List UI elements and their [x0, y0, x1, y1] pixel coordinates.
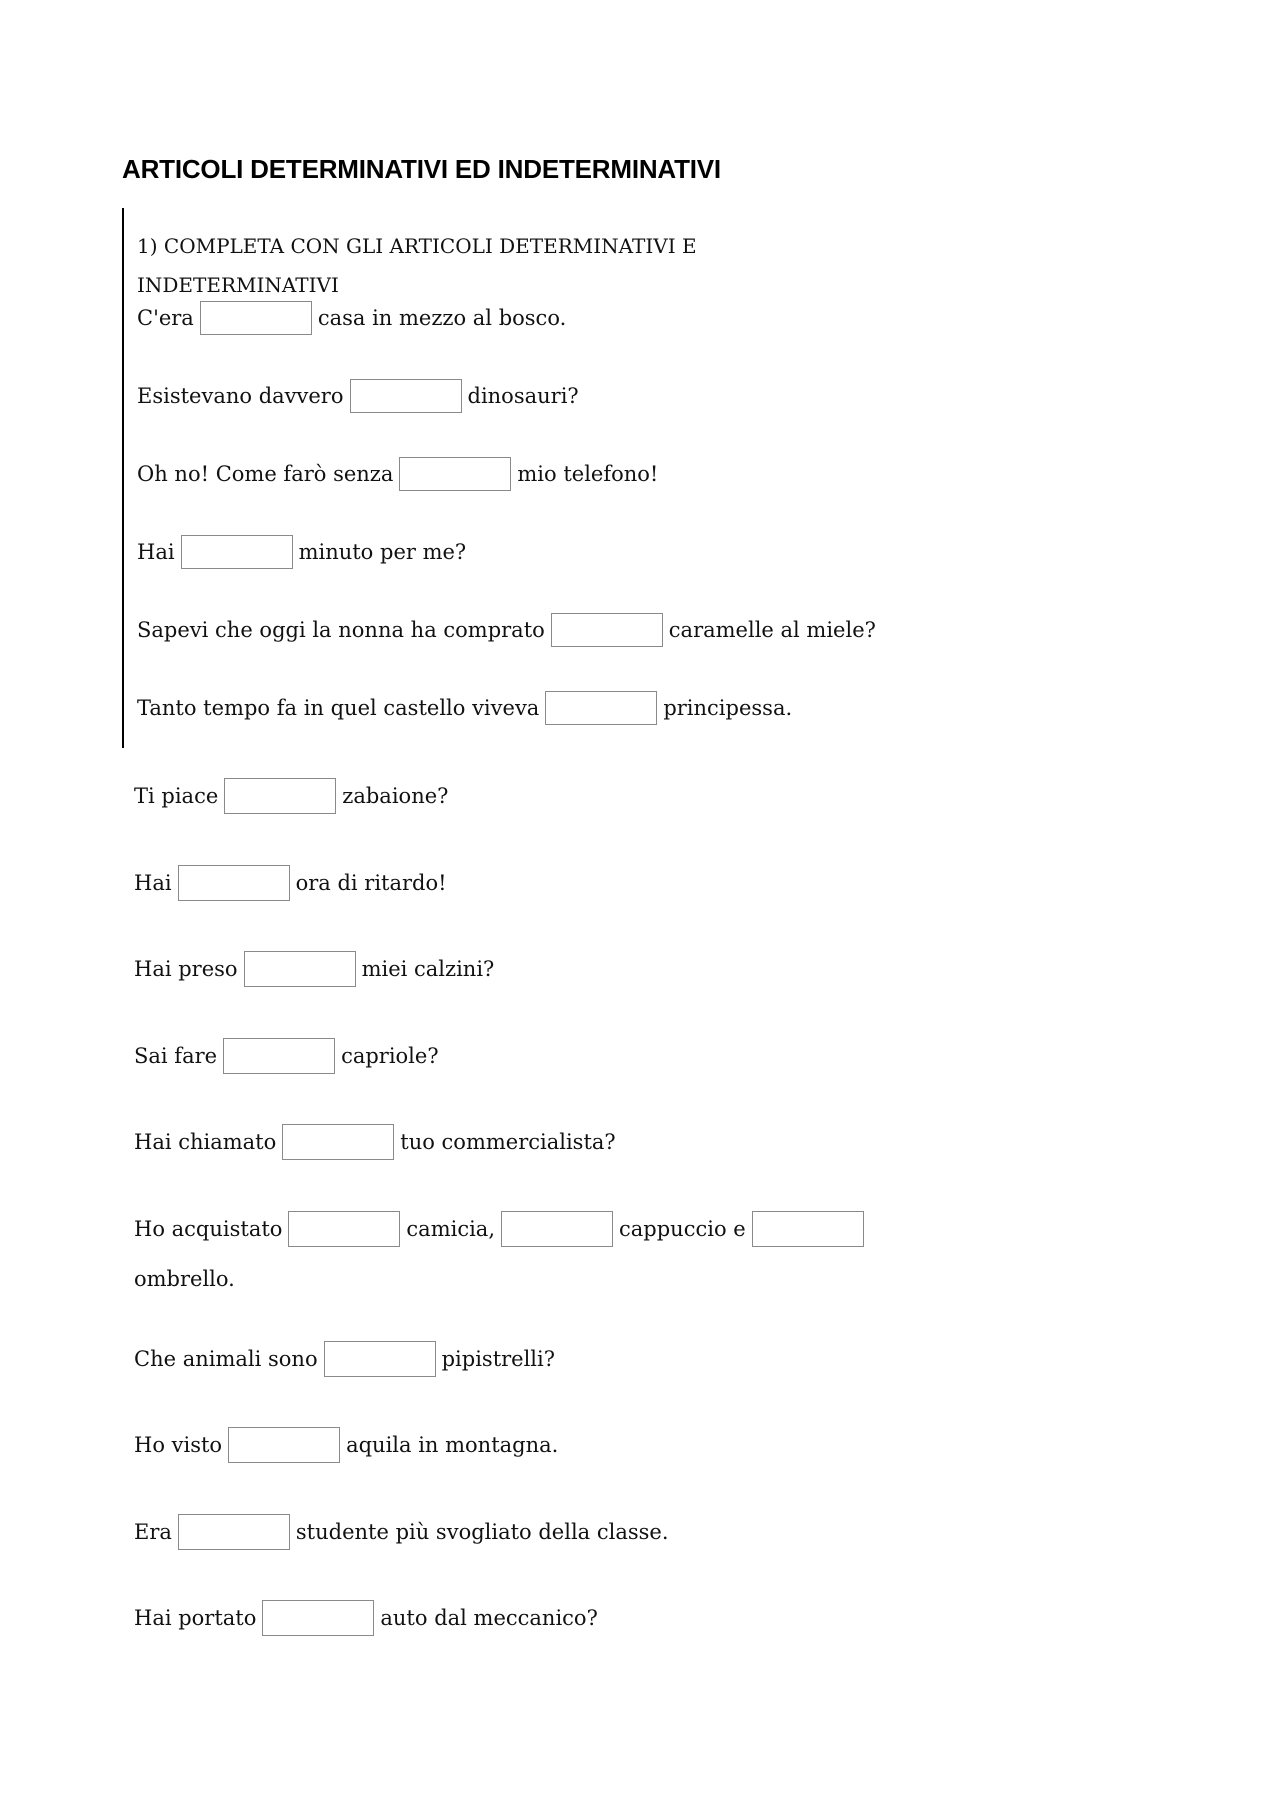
sentence-text-after: minuto per me? — [298, 540, 467, 564]
answer-input-12b[interactable] — [501, 1211, 613, 1247]
sentence-text-before: Hai — [134, 871, 172, 895]
answer-input-7[interactable] — [224, 778, 336, 814]
sentence-15 — [134, 1514, 669, 1550]
sentence-text-after: dinosauri? — [467, 384, 579, 408]
answer-input-13[interactable] — [324, 1341, 436, 1377]
sentence-text-before: Hai portato — [134, 1606, 257, 1630]
sentence-text-before: Hai preso — [134, 957, 238, 981]
sentence-12-continuation: ombrello. — [134, 1267, 235, 1291]
sentence-12 — [134, 1211, 870, 1247]
sentence-14 — [134, 1427, 558, 1463]
sentence-text-after: aquila in montagna. — [346, 1433, 559, 1457]
answer-input-12c[interactable] — [752, 1211, 864, 1247]
sentence-text-after: zabaione? — [342, 784, 449, 808]
sentence-text-after: casa in mezzo al bosco. — [317, 306, 567, 330]
sentence-text-after: principessa. — [663, 696, 793, 720]
sentence-text-mid1: camicia, — [406, 1217, 496, 1241]
sentence-text-after: studente più svogliato della classe. — [295, 1520, 669, 1544]
answer-input-3[interactable] — [399, 457, 511, 491]
answer-input-2[interactable] — [350, 379, 462, 413]
sentence-4 — [137, 535, 466, 569]
sentence-text-after: pipistrelli? — [441, 1347, 556, 1371]
sentence-text-before: C'era — [137, 306, 194, 330]
sentence-text-after: tuo commercialista? — [400, 1130, 616, 1154]
answer-input-16[interactable] — [262, 1600, 374, 1636]
sentence-2 — [137, 379, 579, 413]
sentence-text-before: Ho acquistato — [134, 1217, 283, 1241]
answer-input-14[interactable] — [228, 1427, 340, 1463]
sentence-text-after: capriole? — [341, 1044, 439, 1068]
sentence-text-after: miei calzini? — [361, 957, 495, 981]
sentence-9 — [134, 951, 494, 987]
exercise-instruction: 1) COMPLETA CON GLI ARTICOLI DETERMINATIVI E INDETERMINATIVI — [137, 234, 697, 297]
answer-input-15[interactable] — [178, 1514, 290, 1550]
sentence-6 — [137, 691, 792, 725]
answer-input-5[interactable] — [551, 613, 663, 647]
sentence-text-before: Tanto tempo fa in quel castello viveva — [137, 696, 540, 720]
answer-input-9[interactable] — [244, 951, 356, 987]
answer-input-6[interactable] — [545, 691, 657, 725]
page-title: ARTICOLI DETERMINATIVI ED INDETERMINATIVI — [122, 154, 721, 184]
answer-input-8[interactable] — [178, 865, 290, 901]
answer-input-11[interactable] — [282, 1124, 394, 1160]
sentence-text-before: Era — [134, 1520, 172, 1544]
sentence-text-after: auto dal meccanico? — [380, 1606, 598, 1630]
sentence-text-before: Hai chiamato — [134, 1130, 277, 1154]
sentence-10 — [134, 1038, 439, 1074]
sentence-text-before: Ti piace — [134, 784, 219, 808]
sentence-13 — [134, 1341, 555, 1377]
answer-input-10[interactable] — [223, 1038, 335, 1074]
answer-input-12a[interactable] — [288, 1211, 400, 1247]
sentence-text-after: caramelle al miele? — [668, 618, 876, 642]
sentence-text-before: Oh no! Come farò senza — [137, 462, 394, 486]
answer-input-4[interactable] — [181, 535, 293, 569]
sentence-11 — [134, 1124, 616, 1160]
sentence-16 — [134, 1600, 598, 1636]
sentence-text-before: Sapevi che oggi la nonna ha comprato — [137, 618, 545, 642]
sentence-text-before: Hai — [137, 540, 175, 564]
sentence-1 — [137, 301, 566, 335]
sentence-5 — [137, 613, 876, 647]
sentence-text-after: mio telefono! — [517, 462, 659, 486]
section-left-border — [122, 208, 124, 748]
sentence-7 — [134, 778, 448, 814]
sentence-text-before: Sai fare — [134, 1044, 218, 1068]
sentence-text-after: ora di ritardo! — [295, 871, 447, 895]
sentence-text-before: Esistevano davvero — [137, 384, 344, 408]
sentence-3 — [137, 457, 658, 491]
sentence-text-mid2: cappuccio e — [619, 1217, 746, 1241]
sentence-text-before: Ho visto — [134, 1433, 223, 1457]
sentence-8 — [134, 865, 447, 901]
sentence-text-before: Che animali sono — [134, 1347, 318, 1371]
answer-input-1[interactable] — [200, 301, 312, 335]
